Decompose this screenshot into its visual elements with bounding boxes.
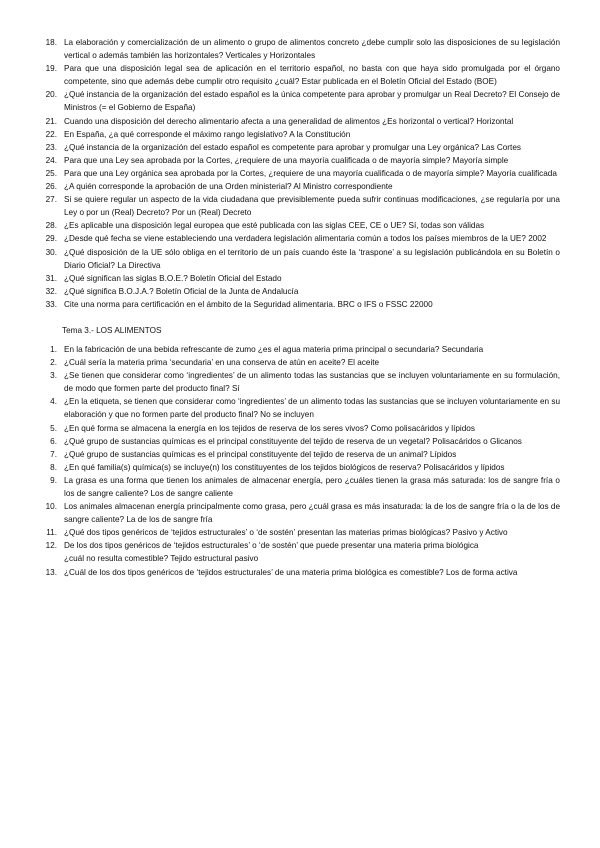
item-number: 21.	[45, 116, 57, 126]
list-item	[0, 128, 600, 141]
item-number: 7.	[50, 449, 57, 459]
item-text: Si se quiere regular un aspecto de la vida ciudadana que previsiblemente pueda sufrir continuas modificaciones, ¿se regularía por una Ley o por un (Real) Decreto? Por un (Real) Decreto	[64, 195, 560, 218]
item-number: 13.	[45, 567, 57, 577]
list-item	[0, 219, 600, 232]
item-number: 26.	[45, 182, 57, 192]
list-item	[0, 180, 600, 193]
item-text-continuation: ¿cuál no resulta comestible? Tejido estructural pasivo	[64, 554, 259, 564]
item-number: 2.	[50, 358, 57, 368]
question-list-tema3	[0, 343, 600, 579]
list-item	[0, 343, 600, 356]
list-item	[0, 285, 600, 298]
item-number: 22.	[45, 129, 57, 139]
item-number: 11.	[46, 528, 57, 538]
item-number: 12.	[45, 541, 57, 551]
question-list-tema2	[0, 36, 600, 311]
section-title: Tema 3.- LOS ALIMENTOS	[62, 325, 162, 335]
item-number: 28.	[45, 221, 57, 231]
item-number: 1.	[50, 344, 57, 354]
item-text: ¿Desde qué fecha se viene estableciendo una verdadera legislación alimentaria común a todos los países miembros de la UE? 2002	[64, 234, 547, 244]
item-text: ¿A quién corresponde la aprobación de una Orden ministerial? Al Ministro correspondiente	[64, 182, 393, 192]
item-number: 32.	[45, 286, 57, 296]
item-text: ¿En qué forma se almacena la energía en los tejidos de reserva de los seres vivos? Como polisacáridos y lípidos	[64, 423, 475, 433]
item-number: 19.	[45, 64, 57, 74]
item-number: 9.	[50, 475, 57, 485]
list-item	[0, 88, 600, 114]
item-text: ¿Qué dos tipos genéricos de ‘tejidos estructurales’ o ‘de sostén’ presentan las materias primas biológicas? Pasivo y Activo	[64, 528, 508, 538]
item-number: 33.	[45, 299, 57, 309]
item-number: 20.	[45, 90, 57, 100]
item-text: ¿Cuál sería la materia prima ‘secundaria’ en una conserva de atún en aceite? El aceite	[64, 358, 380, 368]
item-text: ¿Se tienen que considerar como ‘ingredientes’ de un alimento todas las sustancias que se incluyen voluntariamente en su formulación, de modo que formen parte del producto final? Sí	[64, 371, 560, 394]
list-item	[0, 395, 600, 421]
list-item	[0, 526, 600, 539]
list-item	[0, 435, 600, 448]
item-number: 30.	[45, 247, 57, 257]
list-item	[0, 474, 600, 500]
list-item	[0, 566, 600, 579]
item-number: 8.	[50, 462, 57, 472]
list-item	[0, 500, 600, 526]
item-text: ¿En la etiqueta, se tienen que considerar como ‘ingredientes’ de un alimento todas las sustancias que se incluyen voluntariamente en su elaboración y que no formen parte del producto final? No se incluyen	[64, 397, 560, 420]
list-item	[0, 232, 600, 245]
item-number: 29.	[45, 234, 57, 244]
list-item	[0, 36, 600, 62]
item-number: 24.	[45, 155, 57, 165]
item-text: ¿En qué familia(s) química(s) se incluye(n) los constituyentes de los tejidos biológicos de reserva? Polisacáridos y lípidos	[64, 462, 505, 472]
item-text: Para que una disposición legal sea de aplicación en el territorio español, no basta con que haya sido promulgada por el órgano competente, sino que además debe cumplir otro requisito ¿cuál? Estar publicada en el Boletín Oficial del Estado (BOE)	[64, 64, 560, 87]
item-text: En España, ¿a qué corresponde el máximo rango legislativo? A la Constitución	[64, 129, 351, 139]
list-item	[0, 141, 600, 154]
item-text: ¿Qué instancia de la organización del estado español es competente para aprobar y promulgar una Ley orgánica? Las Cortes	[64, 142, 521, 152]
item-text: La grasa es una forma que tienen los animales de almacenar energía, pero ¿cuáles tienen la grasa más saturada: los de sangre fría o los de sangre caliente? Los de sangre caliente	[64, 475, 560, 498]
item-text: De los dos tipos genéricos de ‘tejidos estructurales’ o ‘de sostén’ que puede presentar una materia prima biológica	[64, 541, 479, 551]
item-text: ¿Qué significa B.O.J.A.? Boletín Oficial de la Junta de Andalucía	[64, 286, 299, 296]
list-item	[0, 422, 600, 435]
item-number: 18.	[45, 38, 57, 47]
list-item	[0, 448, 600, 461]
list-item	[0, 167, 600, 180]
list-item	[0, 193, 600, 219]
item-text: ¿Cuál de los dos tipos genéricos de ‘tejidos estructurales’ de una materia prima biológica es comestible? Los de forma activa	[64, 567, 518, 577]
item-text: Para que una Ley orgánica sea aprobada por la Cortes, ¿requiere de una mayoría cualificada o de mayoría simple? Mayoría cualificada	[64, 168, 557, 178]
item-text: En la fabricación de una bebida refrescante de zumo ¿es el agua materia prima principal o secundaria? Secundaria	[64, 344, 484, 354]
item-text: Los animales almacenan energía principalmente como grasa, pero ¿cuál grasa es más insaturada: la de los de sangre fría o la de los de sangre caliente? La de los de sangre fría	[64, 502, 560, 525]
item-text: ¿Qué instancia de la organización del estado español es la única competente para aprobar y promulgar un Real Decreto? El Consejo de Ministros (= el Gobierno de España)	[64, 90, 560, 113]
item-number: 3.	[50, 371, 57, 381]
list-item	[0, 461, 600, 474]
item-text: Para que una Ley sea aprobada por la Cortes, ¿requiere de una mayoría cualificada o de mayoría simple? Mayoría simple	[64, 155, 509, 165]
item-number: 6.	[50, 436, 57, 446]
item-number: 10.	[45, 502, 57, 512]
list-item	[0, 298, 600, 311]
item-text: ¿Qué significan las siglas B.O.E.? Boletín Oficial del Estado	[64, 273, 282, 283]
item-text: Cite una norma para certificación en el ámbito de la Seguridad alimentaria. BRC o IFS o FSSC 22000	[64, 299, 433, 309]
list-item	[0, 246, 600, 272]
item-number: 25.	[45, 168, 57, 178]
list-item	[0, 369, 600, 395]
item-number: 4.	[50, 397, 57, 407]
list-item	[0, 154, 600, 167]
item-text: ¿Qué disposición de la UE sólo obliga en el territorio de un país cuando éste la ‘traspone’ a su legislación publicándola en su Boletín o Diario Oficial? La Directiva	[64, 247, 560, 270]
list-item	[0, 356, 600, 369]
item-number: 23.	[45, 142, 57, 152]
list-item	[0, 272, 600, 285]
item-number: 27.	[45, 195, 57, 205]
item-number: 31.	[45, 273, 57, 283]
list-item	[0, 62, 600, 88]
list-item	[0, 115, 600, 128]
item-text: Cuando una disposición del derecho alimentario afecta a una generalidad de alimentos ¿Es horizontal o vertical? Horizontal	[64, 116, 514, 126]
item-text: La elaboración y comercialización de un alimento o grupo de alimentos concreto ¿debe cumplir solo las disposiciones de su legislación vertical o además también las horizontales? Verticales y Horizontales	[64, 38, 560, 61]
item-text: ¿Es aplicable una disposición legal europea que esté publicada con las siglas CEE, CE o UE? Sí, todas son válidas	[64, 221, 485, 231]
item-text: ¿Qué grupo de sustancias químicas es el principal constituyente del tejido de reserva de un animal? Lípidos	[64, 449, 457, 459]
item-text: ¿Qué grupo de sustancias químicas es el principal constituyente del tejido de reserva de un vegetal? Polisacáridos o Glicanos	[64, 436, 522, 446]
list-item	[0, 539, 600, 565]
item-number: 5.	[50, 423, 57, 433]
